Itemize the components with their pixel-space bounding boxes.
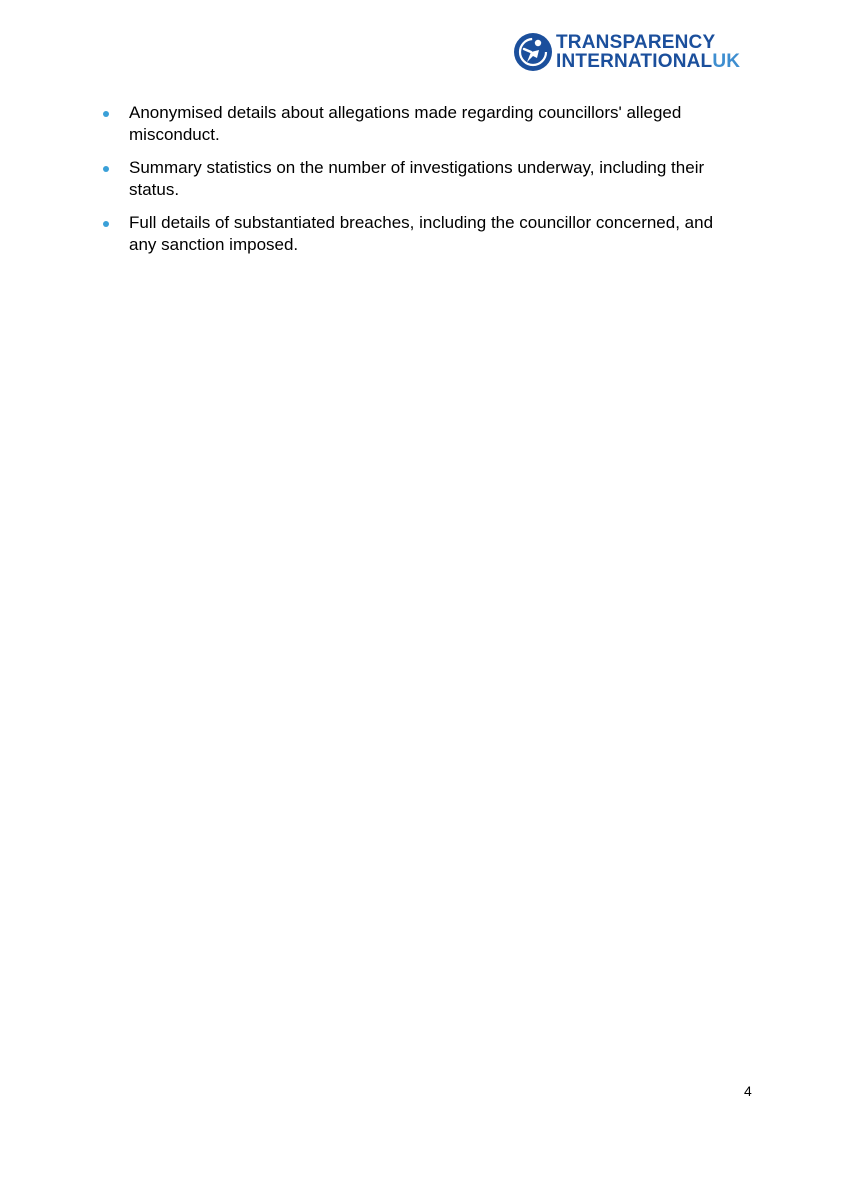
bullet-text: Summary statistics on the number of investigations underway, including their status. <box>129 158 705 199</box>
bullet-point <box>103 166 109 172</box>
logo-line-2 <box>556 52 740 71</box>
logo-line-1: TRANSPARENCY <box>556 32 716 53</box>
list-item <box>103 157 733 201</box>
transparency-international-logo-icon <box>513 32 553 72</box>
bullet-list <box>103 102 733 267</box>
bullet-text: Full details of substantiated breaches, including the councillor concerned, and any sanction imposed. <box>129 213 714 254</box>
list-item <box>103 102 733 146</box>
bullet-text: Anonymised details about allegations made regarding councillors' alleged misconduct. <box>129 103 682 144</box>
bullet-point <box>103 111 109 117</box>
logo-line-2-text: INTERNATIONAL <box>556 51 713 72</box>
bullet-point <box>103 221 109 227</box>
page-number: 4 <box>744 1083 752 1099</box>
logo-uk-suffix: UK <box>712 51 741 72</box>
logo-wordmark <box>556 33 740 71</box>
transparency-international-uk-logo <box>513 32 753 74</box>
list-item <box>103 212 733 256</box>
